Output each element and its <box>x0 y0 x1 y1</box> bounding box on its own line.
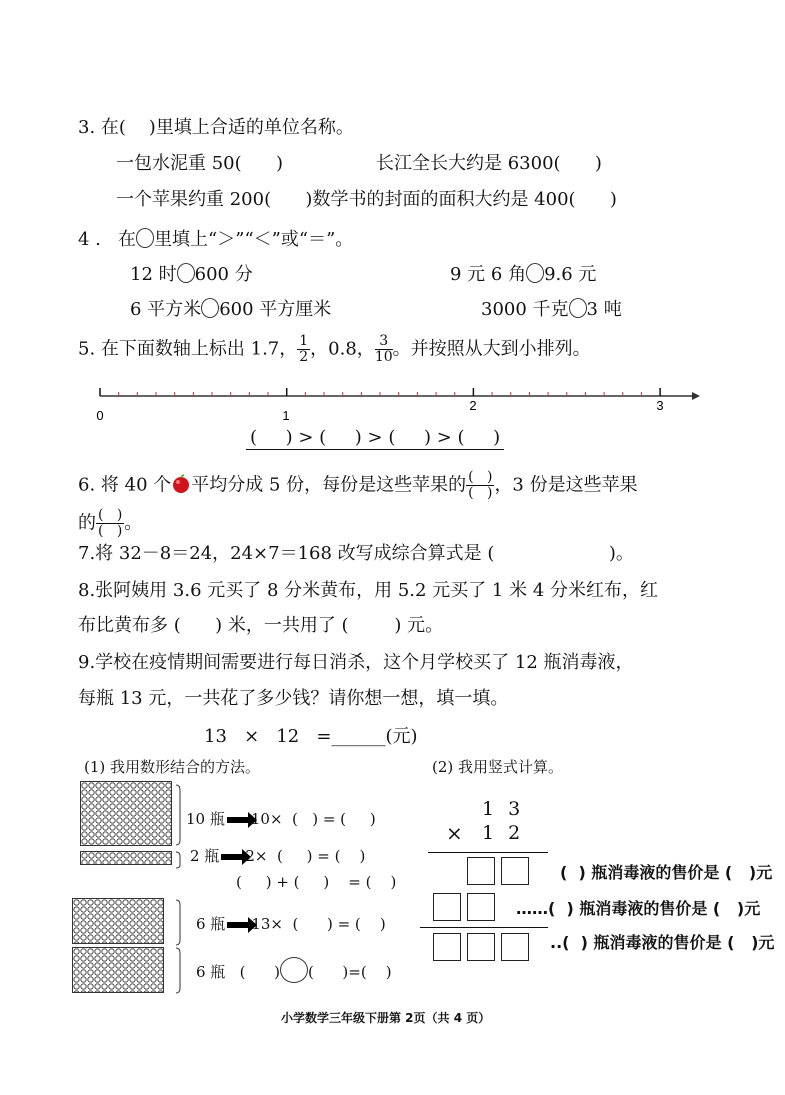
row-2-bottles: 2 瓶 2× ( ) = ( ) <box>190 847 366 865</box>
q3-item-c: 一个苹果约重 200( )数学书的封面的面积大约是 400( ) <box>116 189 617 210</box>
q8-line2: 布比黄布多 ( ) 米，一共用了 ( ) 元。 <box>78 615 444 636</box>
compare-circle-icon[interactable] <box>177 263 195 283</box>
axis-label-1: 1 <box>282 408 290 423</box>
vertical-top: 1 3 <box>482 798 525 820</box>
fraction-half: $\frac{1}{2}$ <box>299 333 309 365</box>
answer-box[interactable] <box>467 893 495 921</box>
q4-item-d: 3000 千克 3 吨 <box>481 299 622 320</box>
vertical-rule-2 <box>420 927 548 928</box>
q6-fraction-blank-1[interactable]: $\frac{( )}{( )}$ <box>468 469 493 501</box>
row-10-bottles: 10 瓶 10× ( ) = ( ) <box>186 810 376 828</box>
q6-line2: 的 $\frac{( )}{( )}$ 。 <box>78 507 143 539</box>
compare-circle-icon <box>136 228 154 248</box>
right-arrow-icon <box>227 922 249 928</box>
answer-box[interactable] <box>501 857 529 885</box>
bottle-grid-2 <box>80 851 172 865</box>
q4-item-b: 9 元 6 角 9.6 元 <box>450 264 597 285</box>
q3-item-a: 一包水泥重 50( ) <box>116 153 284 174</box>
q3-item-b: 长江全长大约是 6300( ) <box>376 153 602 174</box>
bottle-grid-6b <box>72 947 164 993</box>
price-line-1: ( ) 瓶消毒液的售价是 ( )元 <box>560 863 773 882</box>
compare-circle-icon[interactable] <box>569 298 587 318</box>
answer-box[interactable] <box>467 933 495 961</box>
q9-equation: 13 × 12 =______(元) <box>204 726 418 747</box>
q5-order-blanks[interactable]: ( ) > ( ) > ( ) > ( ) <box>246 427 504 450</box>
bottle-grid-6a <box>72 898 164 944</box>
page-footer: 小学数学三年级下册第 2页（共 4 页） <box>281 1011 491 1025</box>
q9-method1: (1) 我用数形结合的方法。 <box>84 758 261 776</box>
row-6-bottles-a: 6 瓶 13× ( ) = ( ) <box>196 915 386 933</box>
q7-text: 7.将 32－8＝24，24×7＝168 改写成综合算式是 ( )。 <box>78 543 634 564</box>
q6-line1: 6. 将 40 个 平均分成 5 份，每份是这些苹果的 $\frac{( )}{( )}$ ，3 份是这些苹果 <box>78 469 638 501</box>
compare-circle-icon[interactable] <box>201 298 219 318</box>
price-line-3: ..( ) 瓶消毒液的售价是 ( )元 <box>550 933 775 952</box>
vertical-rule-1 <box>428 852 548 853</box>
row-6-bottles-b: 6 瓶 ( ) ( )=( ) <box>196 957 392 983</box>
q9-line1: 9.学校在疫情期间需要进行每日消杀，这个月学校买了 12 瓶消毒液， <box>78 652 634 673</box>
q5-title: 5. 在下面数轴上标出 1.7， $\frac{1}{2}$ ，0.8， $\frac{3}{10}$ 。并按照从大到小排列。 <box>78 333 591 365</box>
q4-item-c: 6 平方米 600 平方厘米 <box>130 299 332 320</box>
axis-label-2: 2 <box>469 398 477 413</box>
q3-title: 3. 在( )里填上合适的单位名称。 <box>78 117 354 138</box>
q9-method2: (2) 我用竖式计算。 <box>432 758 564 776</box>
answer-box[interactable] <box>467 857 495 885</box>
bottle-grid-10 <box>80 781 172 846</box>
right-arrow-icon <box>221 854 243 860</box>
q4-item-a: 12 时 600 分 <box>130 264 253 285</box>
fraction-three-tenths: $\frac{3}{10}$ <box>374 333 393 365</box>
answer-box[interactable] <box>501 933 529 961</box>
q8-line1: 8.张阿姨用 3.6 元买了 8 分米黄布，用 5.2 元买了 1 米 4 分米红布，红 <box>78 580 658 601</box>
right-arrow-icon <box>227 817 249 823</box>
vertical-bottom: 1 2 <box>482 822 525 844</box>
q9-line2: 每瓶 13 元，一共花了多少钱？请你想一想，填一填。 <box>78 688 509 709</box>
apple-icon <box>171 474 191 494</box>
axis-label-3: 3 <box>656 398 664 413</box>
number-line[interactable] <box>90 380 710 430</box>
answer-box[interactable] <box>433 933 461 961</box>
q4-title: 4 . 在 里填上“＞”“＜”或“＝”。 <box>78 229 354 250</box>
row-sum: ( ) + ( ) = ( ) <box>236 873 397 891</box>
compare-circle-icon[interactable] <box>526 263 544 283</box>
answer-box[interactable] <box>433 893 461 921</box>
operator-circle-icon[interactable] <box>280 957 308 983</box>
vertical-op: × <box>446 821 463 845</box>
axis-label-0: 0 <box>96 408 104 423</box>
price-line-2: ……( ) 瓶消毒液的售价是 ( )元 <box>516 899 761 918</box>
q6-fraction-blank-2[interactable]: $\frac{( )}{( )}$ <box>98 507 123 539</box>
